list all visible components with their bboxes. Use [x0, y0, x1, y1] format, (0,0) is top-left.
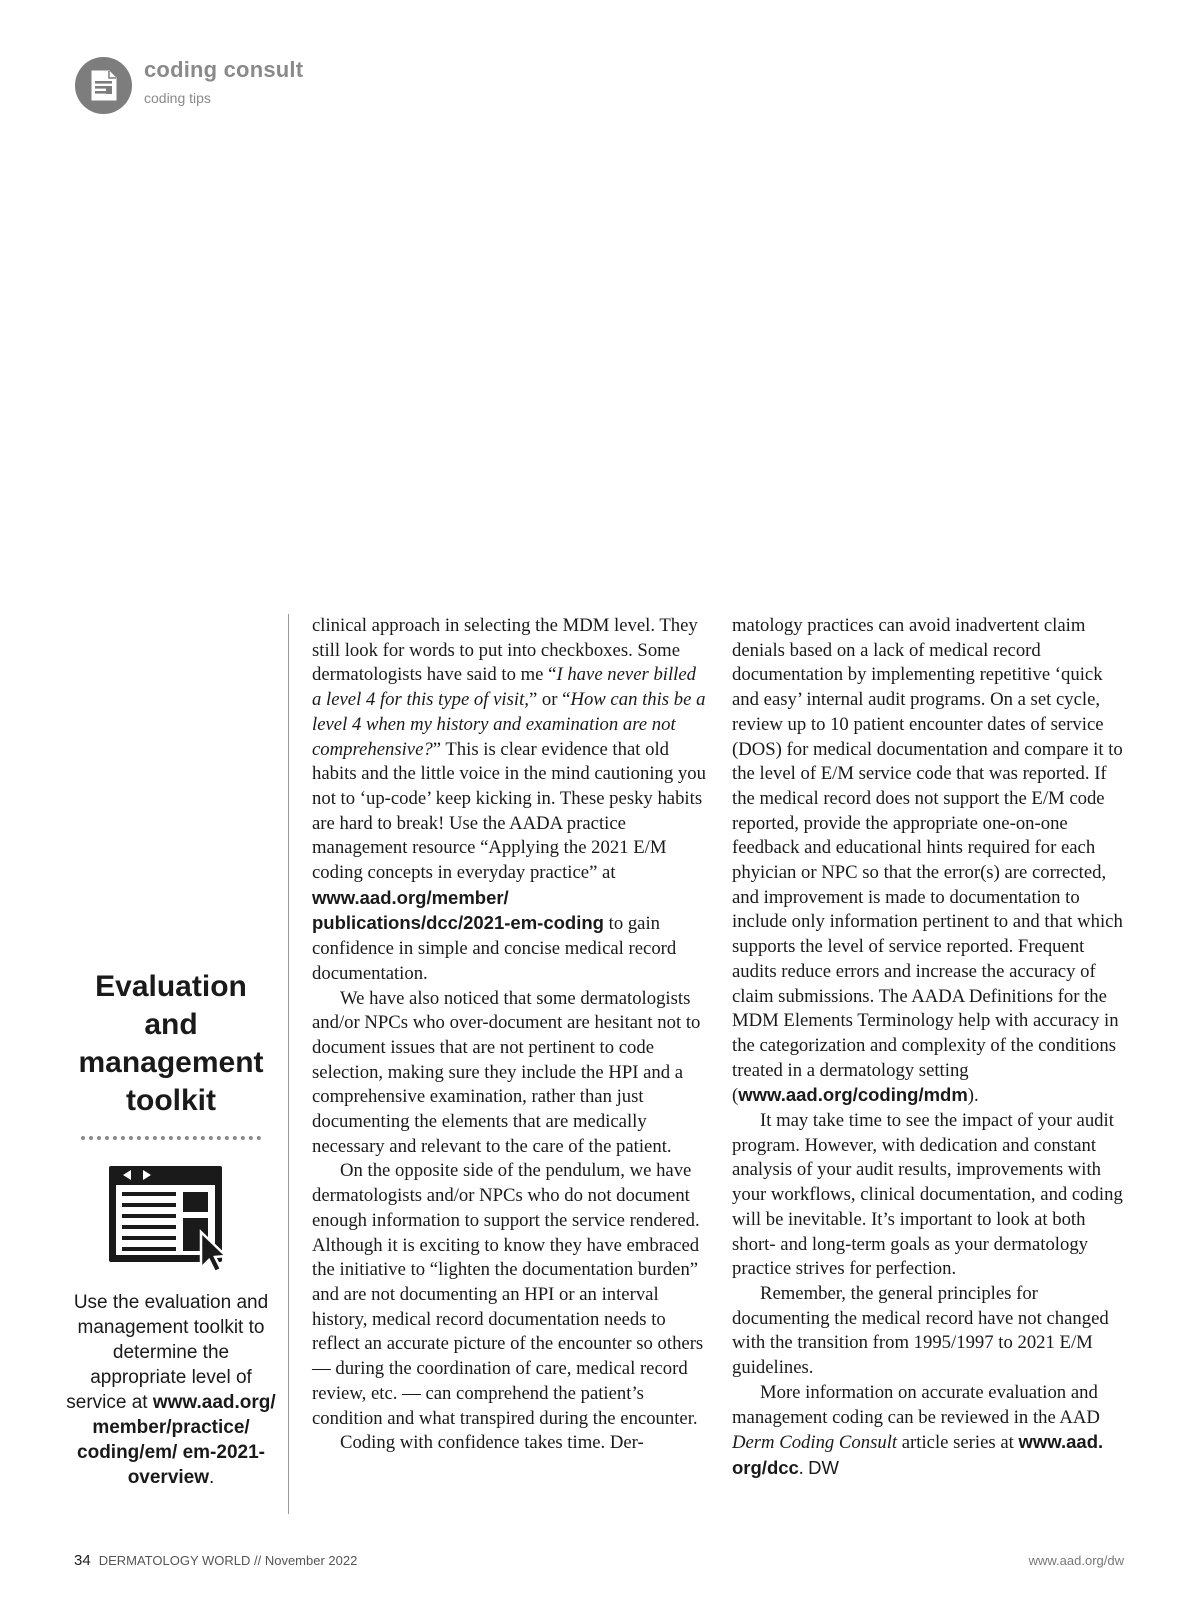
sidebar-title — [66, 968, 276, 1120]
paragraph: We have also noticed that some dermatologists and/or NPCs who over-document are hesitant not to document issues that are not pertinent to code selection, making sure they include the HPI and a comprehensive examination, rather than just documenting the elements that are medically necessary and relevant to the care of the patient. — [312, 987, 701, 1157]
web-page-cursor-icon — [101, 1162, 241, 1274]
paragraph: On the opposite side of the pendulum, we have dermatologists and/or NPCs who do not document enough information to support the service rendered. Although it is exciting to know they have embraced the initiative to “lighten the documentation burden” and are not documenting an HPI or an interval history, medical record documentation needs to reflect an accurate picture of the encounter so others — during the coordination of care, medical record review, etc. — can comprehend the patient’s condition and what transpired during the encounter. — [312, 1160, 704, 1429]
footer-folio — [74, 1552, 357, 1569]
paragraph: It may take time to see the impact of your audit program. However, with dedication and constant analysis of your audit results, improvements with your workflows, clinical documentation, and coding will be inevitable. It’s important to look at both short- and long-term goals as your dermatology practice strives for perfection. — [732, 1110, 1123, 1280]
dotted-divider — [81, 1136, 261, 1140]
text-run: ). — [967, 1085, 979, 1107]
toolkit-sidebar — [66, 968, 276, 1490]
text-run: to gain confidence in simple and concise medical record documentation. — [312, 913, 677, 984]
dcc-link[interactable]: www.aad. org/dcc — [732, 1431, 1104, 1478]
end-mark: DW — [808, 1456, 839, 1478]
page-number: 34 — [74, 1552, 91, 1569]
section-badge — [75, 57, 132, 114]
quote-italic: How can this be a level 4 when my history and examination are not comprehensive? — [312, 689, 706, 760]
text-run: article series at — [897, 1432, 1019, 1454]
toolkit-link[interactable]: www.aad.org/ member/practice/ coding/em/ em-2021-overview — [77, 1392, 276, 1488]
em-coding-link[interactable]: www.aad.org/member/ publications/dcc/2021-em-coding — [312, 886, 604, 934]
text-run: . — [798, 1457, 809, 1479]
sidebar-link-suffix: . — [209, 1467, 215, 1488]
paragraph: Remember, the general principles for documenting the medical record have not changed with the transition from 1995/1997 to 2021 E/M guidelines. — [732, 1282, 1109, 1379]
paragraph — [732, 1381, 1127, 1482]
sidebar-description — [66, 1290, 276, 1490]
publication-info: DERMATOLOGY WORLD // November 2022 — [98, 1553, 358, 1568]
text-run: More information on accurate evaluation and management coding can be reviewed in the AAD — [732, 1381, 1100, 1428]
paragraph — [732, 614, 1127, 1109]
text-run: ” This is clear evidence that old habits and the little voice in the mind cautioning you not to ‘up-code’ keep kicking in. These pesky habits are hard to break! Use the AADA practice management resource “Applying the 2021 E/M coding concepts in everyday practice” at — [312, 738, 706, 884]
section-subtitle: coding tips — [144, 90, 211, 106]
document-icon — [89, 70, 118, 101]
text-run: ” or “ — [528, 689, 571, 711]
quote-italic: I have never billed a level 4 for this type of visit, — [312, 664, 697, 711]
sidebar-title-line: toolkit — [126, 1084, 216, 1117]
sidebar-title-line: Evaluation — [95, 970, 247, 1003]
sidebar-text: Use the evaluation and management toolkit to determine the appropriate level of service at — [66, 1292, 269, 1413]
series-title-italic: Derm Coding Consult — [732, 1432, 898, 1454]
paragraph: Coding with confidence takes time. Der- — [340, 1432, 644, 1454]
sidebar-title-line: management — [78, 1046, 264, 1079]
article-column-1 — [312, 614, 707, 1456]
column-rule — [288, 614, 289, 1514]
mdm-link[interactable]: www.aad.org/coding/mdm — [738, 1084, 968, 1106]
text-run: matology practices can avoid inadvertent claim denials based on a lack of medical record documentation by implementing repetitive ‘quick and easy’ internal audit programs. On a set cycle, review up to 10 patient encounter dates of service (DOS) for medical documentation and compare it to the level of E/M service code that was reported. If the medical record does not support the E/M code reported, provide the appropriate one-on-one feedback and educational hints required for each phyician or NPC so that the error(s) are corrected, and improvement is made to documentation to include only information pertinent to and that which supports the level of service reported. Frequent audits reduce errors and increase the accuracy of claim submissions. The AADA Definitions for the MDM Elements Terminology help with accuracy in the categorization and complexity of the conditions treated in a dermatology setting ( — [732, 615, 1123, 1107]
sidebar-title-line: and — [144, 1008, 198, 1041]
text-run: clinical approach in selecting the MDM level. They still look for words to put into checkboxes. Some dermatologists have said to me “ — [312, 615, 698, 686]
paragraph — [312, 614, 707, 987]
footer-website[interactable]: www.aad.org/dw — [1028, 1553, 1124, 1568]
section-title: coding consult — [144, 57, 304, 82]
article-column-2 — [732, 614, 1127, 1482]
